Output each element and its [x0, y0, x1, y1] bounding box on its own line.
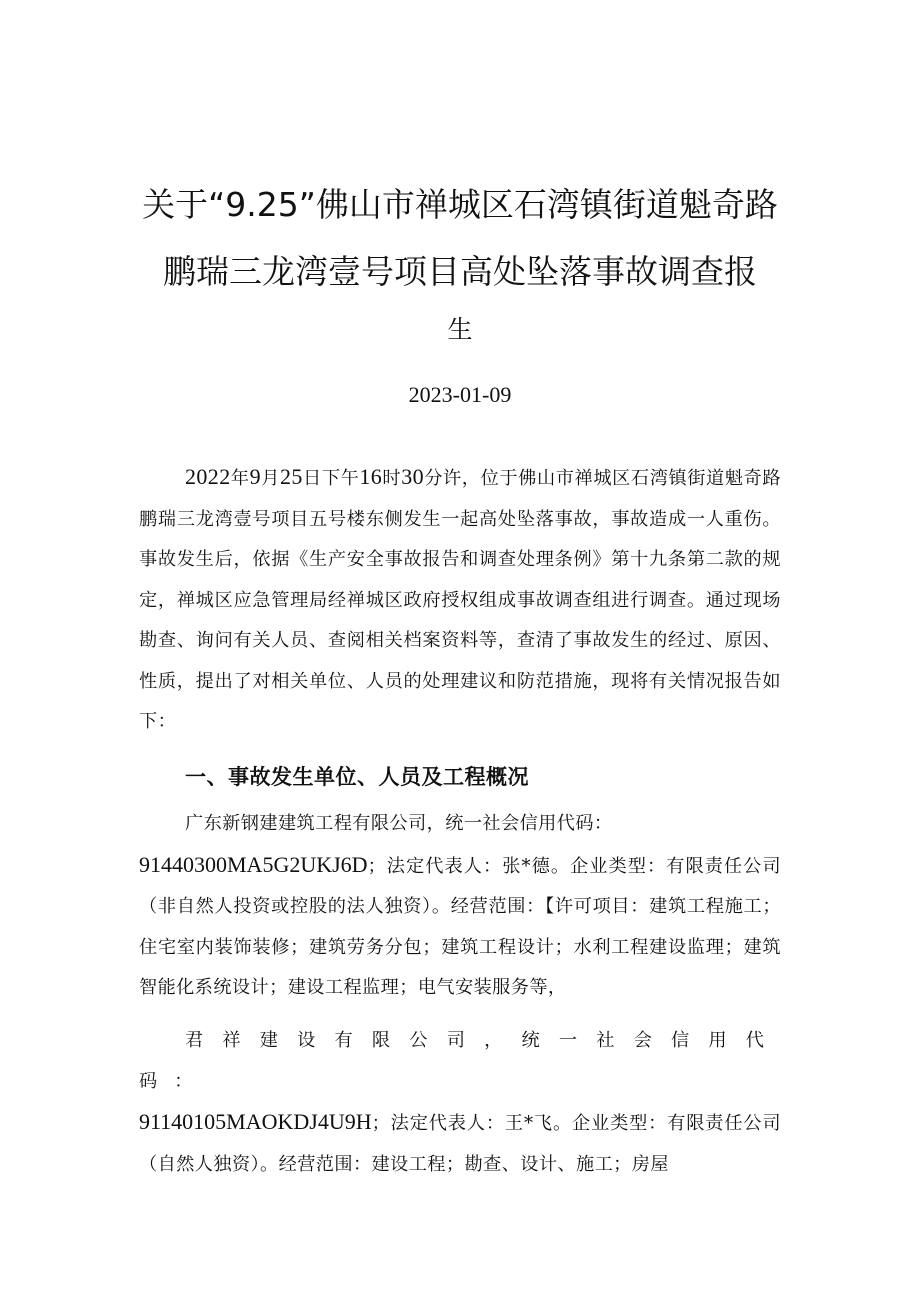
- company-lead: 君祥建设有限公司，统一社会信用代码：: [139, 1030, 781, 1092]
- intro-text: 日下午: [302, 468, 360, 489]
- intro-month: 9: [249, 464, 262, 489]
- company-details: ；法定代表人：张*德。企业类型：有限责任公司（非自然人投资或控股的法人独资）。经营范围：【许可项目：建筑工程施工；住宅室内装饰装修；建筑劳务分包；建筑工程设计；水利工程建设监理；建筑智能化系统设计；建设工程监理；电气安装服务等，: [139, 855, 781, 998]
- intro-year: 2022: [185, 464, 231, 489]
- intro-text: 时: [382, 468, 402, 489]
- intro-paragraph: [139, 457, 781, 743]
- company-details: ；法定代表人：王*飞。企业类型：有限责任公司（自然人独资）。经营范围：建设工程；勘查、设计、施工；房屋: [139, 1113, 781, 1175]
- intro-text: 分许，位于佛山市禅城区石湾镇街道魁奇路鹏瑞三龙湾壹号项目五号楼东侧发生一起高处坠落事故，事故造成一人重伤。事故发生后，依据《生产安全事故报告和调查处理条例》第十九条第二款的规定，禅城区应急管理局经禅城区政府授权组成事故调查组进行调查。通过现场勘查、询问有关人员、查阅相关档案资料等，查清了事故发生的经过、原因、性质，提出了对相关单位、人员的处理建议和防范措施，现将有关情况报告如下：: [139, 468, 782, 732]
- intro-hour: 16: [359, 464, 383, 489]
- company-lead: 广东新钢建建筑工程有限公司，统一社会信用代码：: [185, 813, 613, 834]
- intro-text: 月: [261, 468, 281, 489]
- company-paragraph: [139, 1021, 781, 1185]
- section-heading: 一、事故发生单位、人员及工程概况: [185, 765, 529, 789]
- document-date: 2023-01-09: [408, 382, 512, 407]
- document-title-line-1: 关于“9.25”佛山市禅城区石湾镇街道魁奇路: [142, 185, 778, 224]
- credit-code: 91440300MA5G2UKJ6D: [139, 851, 368, 877]
- intro-day: 25: [280, 464, 303, 489]
- document-title-line-2: 鹏瑞三龙湾壹号项目高处坠落事故调查报: [163, 252, 757, 291]
- credit-code: 91140105MAOKDJ4U9H: [139, 1109, 372, 1134]
- intro-minute: 30: [401, 464, 425, 489]
- intro-text: 年: [230, 468, 250, 489]
- document-title-line-3: 生: [447, 315, 473, 344]
- company-paragraph: [139, 804, 781, 1009]
